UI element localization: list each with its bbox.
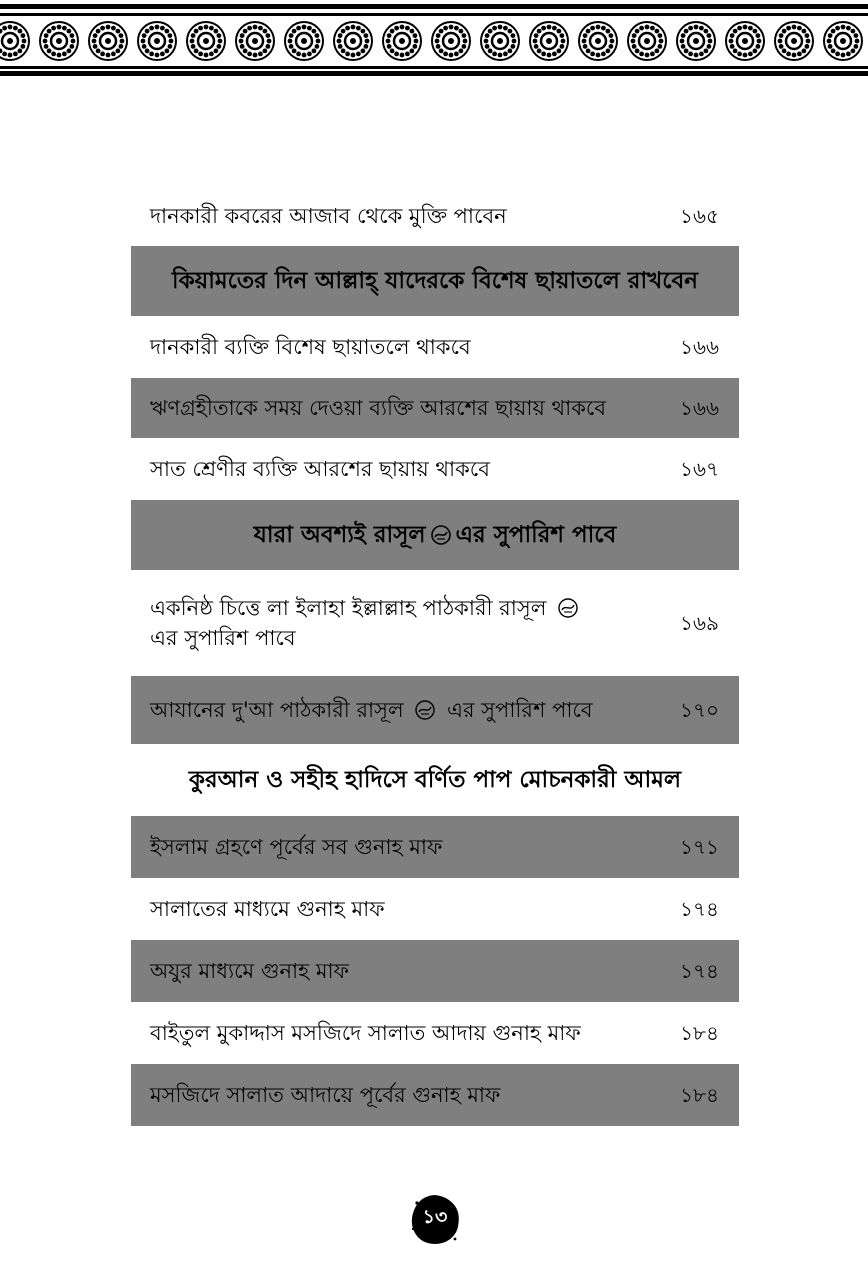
rosette-ornament [677, 22, 715, 60]
toc-row[interactable] [131, 316, 739, 378]
rosette-ornament [334, 22, 372, 60]
toc-entry-title: মসজিদে সালাত আদায়ে পূর্বের গুনাহ মাফ [150, 1083, 501, 1107]
rosette-ornament [530, 22, 568, 60]
toc-row[interactable] [131, 1064, 739, 1126]
toc-page-number: ১৬৬ [680, 396, 719, 420]
toc-entry-title [150, 593, 680, 653]
section-heading: কুরআন ও সহীহ হাদিসে বর্ণিত পাপ মোচনকারী আমল [188, 765, 682, 793]
rosette-ornament [432, 22, 470, 60]
toc-entry-title-text: এর সুপারিশ পাবে [446, 698, 593, 722]
section-heading-text: যারা অবশ্যই রাসূল [253, 520, 426, 548]
toc-entry-title: সাত শ্রেণীর ব্যক্তি আরশের ছায়ায় থাকবে [150, 457, 490, 481]
toc-row[interactable] [131, 878, 739, 940]
toc-page-number: ১৬৯ [680, 611, 719, 635]
toc-entry-title: বাইতুল মুকাদ্দাস মসজিদে সালাত আদায় গুনাহ মাফ [150, 1021, 581, 1045]
toc-row[interactable] [131, 676, 739, 744]
rosette-ornament [726, 22, 764, 60]
rosette-ornament [775, 22, 813, 60]
toc-entry-title-text: আযানের দু'আ পাঠকারী রাসূল [150, 698, 404, 722]
rosette-ornament [138, 22, 176, 60]
toc-row[interactable] [131, 378, 739, 438]
rosette-ornament [383, 22, 421, 60]
rosette-ornament [0, 22, 29, 60]
toc-entry-title: সালাতের মাধ্যমে গুনাহ মাফ [150, 897, 385, 921]
toc-row[interactable] [131, 940, 739, 1002]
page-number: ১৩ [422, 1206, 448, 1228]
rosette-ornament [40, 22, 78, 60]
pbuh-calligraphy-icon [430, 524, 452, 546]
toc-entry-title-line: এর সুপারিশ পাবে [150, 626, 296, 650]
toc-page-number: ১৭১ [680, 835, 719, 859]
toc-entry-title: ঋণগ্রহীতাকে সময় দেওয়া ব্যক্তি আরশের ছায়ায় থাকবে [150, 396, 607, 420]
toc-entry-title-line: একনিষ্ঠ চিত্তে লা ইলাহা ইল্লাল্লাহ পাঠকারী রাসূল [150, 596, 547, 620]
toc-page-number: ১৭৪ [680, 959, 719, 983]
toc-entry-title: দানকারী ব্যক্তি বিশেষ ছায়াতলে থাকবে [150, 335, 471, 359]
rosette-ornament [481, 22, 519, 60]
toc-row[interactable] [131, 186, 739, 246]
toc-page-number: ১৬৭ [680, 457, 719, 481]
toc-page-number: ১৮৪ [680, 1083, 719, 1107]
rosette-ornament [579, 22, 617, 60]
toc-entry-title: ইসলাম গ্রহণে পূর্বের সব গুনাহ মাফ [150, 835, 443, 859]
toc-entry-title: দানকারী কবরের আজাব থেকে মুক্তি পাবেন [150, 204, 507, 228]
toc-page-number: ১৭৪ [680, 897, 719, 921]
pbuh-calligraphy-icon [414, 699, 436, 721]
toc-row[interactable] [131, 570, 739, 676]
toc-page-number: ১৮৪ [680, 1021, 719, 1045]
toc-page-number: ১৬৫ [680, 204, 719, 228]
toc-row[interactable] [131, 1002, 739, 1064]
ornamental-border [0, 0, 868, 76]
rosette-ornament [187, 22, 225, 60]
toc-row[interactable] [131, 816, 739, 878]
section-heading: কিয়ামতের দিন আল্লাহ্ যাদেরকে বিশেষ ছায়াতলে রাখবেন [131, 246, 739, 316]
section-heading [131, 500, 739, 570]
page-number-badge [409, 1193, 461, 1245]
section-heading-text: এর সুপারিশ পাবে [455, 520, 617, 548]
rosette-ornament [89, 22, 127, 60]
toc-page-number: ১৭০ [680, 698, 719, 722]
pbuh-calligraphy-icon [557, 597, 579, 619]
rosette-ornament [236, 22, 274, 60]
rosette-ornament [824, 22, 862, 60]
rosette-ornament [285, 22, 323, 60]
toc-entry-title [150, 695, 680, 725]
toc-entry-title: অযুর মাধ্যমে গুনাহ মাফ [150, 959, 349, 983]
table-of-contents [131, 186, 739, 1126]
rosette-ornament [628, 22, 666, 60]
toc-page-number: ১৬৬ [680, 335, 719, 359]
toc-row[interactable] [131, 438, 739, 500]
